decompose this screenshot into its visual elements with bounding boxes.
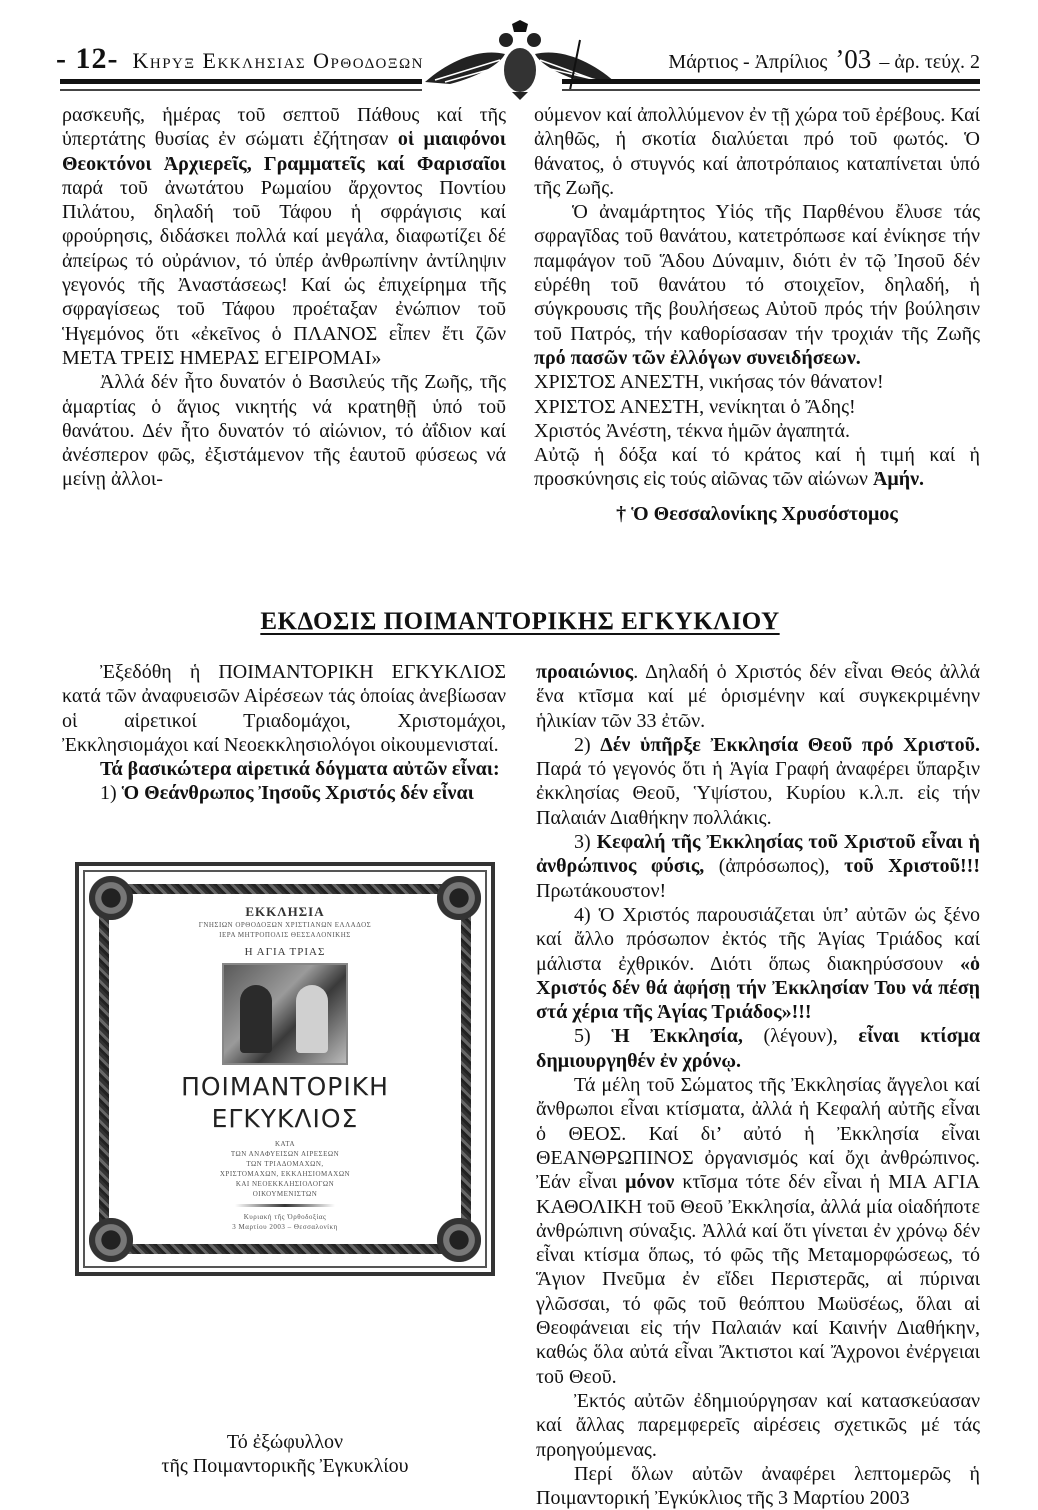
masthead-title: Κηρυξ Εκκλησιας Ορθοδοξων [132, 48, 424, 73]
cover-date: Κυριακή τῆς Ὀρθοδοξίας [243, 1213, 327, 1221]
cover-line: ΙΕΡΑ ΜΗΤΡΟΠΟΛΙΣ ΘΕΣΣΑΛΟΝΙΚΗΣ [219, 931, 351, 939]
cover-line: ΤΩΝ ΤΡΙΑΔΟΜΑΧΩΝ, [246, 1160, 324, 1168]
closing-line: Χριστός Ἀνέστη, τέκνα ἡμῶν ἀγαπητά. [534, 419, 850, 442]
closing-line: ΧΡΙΣΤΟΣ ΑΝΕΣΤΗ, νενίκηται ὁ Ἄδης! [534, 395, 856, 418]
cover-line: ΟΙΚΟΥΜΕΝΙΣΤΩΝ [252, 1190, 318, 1198]
holy-trinity-icon-image [222, 963, 348, 1065]
article1-left-column [62, 103, 506, 492]
issue-number: – ἀρ. τεύχ. 2 [879, 51, 980, 73]
cover-line: ΧΡΙΣΤΟΜΑΧΩΝ, ΕΚΚΛΗΣΙΟΜΑΧΩΝ [219, 1170, 351, 1178]
cover-date: 3 Μαρτίου 2003 – Θεσσαλονίκη [232, 1223, 338, 1231]
paragraph: 3) Κεφαλή τῆς Ἐκκλησίας τοῦ Χριστοῦ εἶναι ἡ ἀνθρώπινος φύσις, (ἀπρόσωπος), τοῦ Χριστοῦ!!! Πρωτάκουστον! [536, 831, 980, 902]
cover-line: ΓΝΗΣΙΩΝ ΟΡΘΟΔΟΞΩΝ ΧΡΙΣΤΙΑΝΩΝ ΕΛΛΑΔΟΣ [198, 921, 372, 929]
paragraph: 2) Δέν ὑπῆρξε Ἐκκλησία Θεοῦ πρό Χριστοῦ. Παρά τό γεγονός ὅτι ἡ Ἁγία Γραφή ἀναφέρει ὕπαρξιν ἐκκλησίας Θεοῦ, Ὑψίστου, Κυρίου κ.λ.π. εἰς τήν Παλαιάν Διαθήκην πολλάκις. [536, 733, 980, 829]
doxology: Αὐτῷ ἡ δόξα καί τό κράτος καί ἡ τιμή καί ἡ προσκύνησις εἰς τούς αἰῶνας τῶν αἰώνων Ἀμήν. [534, 444, 980, 491]
double-headed-eagle-icon [420, 20, 620, 100]
intro-paragraph: Ἐξεδόθη ἡ ΠΟΙΜΑΝΤΟΡΙΚΗ ΕΓΚΥΚΛΙΟΣ κατά τῶν ἀναφυεισῶν Αἱρέσεων τάς ὁποίας ἀνεβίωσαν οἱ αἱρετικοί Τριαδομάχοι, Χριστομάχοι, Ἐκκλησιομάχοι καί Νεοεκκλησιολόγοι οἰκουμενισταί. [62, 661, 506, 756]
cover-line: ΤΩΝ ΑΝΑΦΥΕΙΣΩΝ ΑΙΡΕΣΕΩΝ [230, 1150, 340, 1158]
issue-months: Μάρτιος - Ἀπρίλιος [668, 51, 828, 73]
article2-right-column [536, 660, 980, 1510]
article2-left-column [62, 660, 506, 806]
issue-info [668, 44, 980, 75]
paragraph: Περί ὅλων αὐτῶν ἀναφέρει λεπτομερῶς ἡ Ποιμαντορική Ἐγκύκλιος τῆς 3 Μαρτίου 2003 [536, 1462, 980, 1510]
cover-divider [235, 1204, 335, 1207]
header-rule [562, 79, 980, 84]
cover-line: Η ΑΓΙΑ ΤΡΙΑΣ [244, 946, 326, 958]
image-caption: Τό ἐξώφυλλον τῆς Ποιμαντορικῆς Ἐγκυκλίου [161, 1431, 409, 1477]
header-rule [60, 89, 422, 91]
paragraph: 5) Ἡ Ἐκκλησία, (λέγουν), εἶναι κτίσμα δημιουργηθέν ἐν χρόνῳ. [536, 1025, 981, 1072]
section-title: ΕΚΔΟΣΙΣ ΠΟΙΜΑΝΤΟΡΙΚΗΣ ΕΓΚΥΚΛΙΟΥ [260, 608, 780, 635]
paragraph: Ὁ ἀναμάρτητος Υἱός τῆς Παρθένου ἔλυσε τάς σφραγῖδας τοῦ θανάτου, κατετρόπωσε καί ἐνίκησε τήν παμφάγον τοῦ Ἅδου Δύναμιν, διότι ἐν τῷ Ἰησοῦ δέν εὑρέθη τοῦ θανάτου τό στοιχεῖον, δηλαδή, ἡ σύγκρουσις τῆς βουλήσεως Αὐτοῦ πρός τήν βούλησιν τοῦ Πατρός, τήν καθορίσασαν τήν τροχιάν τῆς Ζωῆς πρό πασῶν τῶν ἐλλόγων συνειδήσεων. [534, 201, 980, 369]
amen: Ἀμήν. [872, 468, 925, 491]
paragraph: ρασκευῆς, ἡμέρας τοῦ σεπτοῦ Πάθους καί τῆς ὑπερτάτης θυσίας ἐν σώματι ἐζήτησαν οἱ μιαιφόνοι Θεοκτόνοι Ἀρχιερεῖς, Γραμματεῖς καί Φαρισαῖοι παρά τοῦ ἀνωτάτου Ρωμαίου ἄρχοντος Ποντίου Πιλάτου, δηλαδή τοῦ Τάφου ἡ σφράγισις καί φρούρησις, διδάσκει πολλά καί μεγάλα, διαφωτίζει δέ ἀπείρως τό οὐράνιον, τό ὑπέρ ἀνθρωπίνην ἀντίληψιν γεγονός τῆς Ἀναστάσεως! Καί ὡς ἐπιχείρημα τῆς σφραγίσεως τοῦ Τάφου προέταξαν ἐνώπιον τοῦ Ἡγεμόνος ὅτι «ἐκεῖνος ὁ ΠΛΑΝΟΣ εἶπεν ἔτι ζῶν ΜΕΤΑ ΤΡΕΙΣ ΗΜΕΡΑΣ ΕΓΕΙΡΟΜΑΙ» [62, 104, 506, 369]
paragraph: Ἐκτός αὐτῶν ἐδημιούργησαν καί κατασκεύασαν καί ἄλλας παρεμφερεῖς αἱρέσεις σχετικῶς μέ τάς προηγούμενας. [536, 1389, 980, 1461]
signature: † Ὁ Θεσσαλονίκης Χρυσόστομος [616, 502, 898, 525]
paragraph: 4) Ὁ Χριστός παρουσιάζεται ὑπ’ αὐτῶν ὡς ξένο καί ἄλλο πρόσωπον ἐκτός τῆς Ἁγίας Τριάδος καί μάλιστα ἐχθρικόν. Διότι ὅπως διακηρύσσουν «ὁ Χριστός δέν θά ἀφήσῃ τήν Ἐκκλησίαν Του νά πέσῃ στά χέρια τῆς Ἁγίας Τριάδος»!!! [536, 903, 980, 1024]
header-rule [562, 89, 980, 91]
closing-line: ΧΡΙΣΤΟΣ ΑΝΕΣΤΗ, νικήσας τόν θάνατον! [534, 371, 884, 394]
article1-right-column [534, 103, 980, 526]
encyclical-cover-image [75, 862, 495, 1276]
cover-title: ΠΟΙΜΑΝΤΟΡΙΚΗ [181, 1072, 389, 1101]
page-number: - 12- [56, 42, 119, 75]
cover-line: ΚΑΤΑ [274, 1140, 296, 1148]
issue-year: ’03 [835, 44, 872, 74]
paragraph: προαιώνιος. Δηλαδή ὁ Χριστός δέν εἶναι Θεός ἀλλά ἕνα κτῖσμα καί μέ ὁρισμένην καί συγκεκριμένην ἡλικίαν τῶν 33 ἐτῶν. [536, 661, 980, 732]
cover-title: ΕΓΚΥΚΛΙΟΣ [211, 1104, 359, 1133]
page-header-left [56, 42, 424, 76]
dogmas-heading: Τά βασικώτερα αἱρετικά δόγματα αὐτῶν εἶναι: [100, 758, 500, 781]
cover-line: ΕΚΚΛΗΣΙΑ [245, 904, 325, 919]
paragraph: ούμενον καί ἀπολλύμενον ἐν τῇ χώρα τοῦ ἐρέβους. Καί ἀληθῶς, ἡ σκοτία διαλύεται πρό τοῦ φωτός. Ὁ θάνατος, ὁ στυγνός καί ἀποτρόπαιος καταπίνεται ὑπό τῆς Ζωῆς. [534, 104, 980, 199]
header-rule [60, 79, 422, 84]
paragraph: Τά μέλη τοῦ Σώματος τῆς Ἐκκλησίας ἄγγελοι καί ἄνθρωποι εἶναι κτίσματα, ἀλλά ἡ Κεφαλή αὐτῆς εἶναι ὁ ΘΕΟΣ. Καί δι’ αὐτό ἡ Ἐκκλησία εἶναι ΘΕΑΝΘΡΩΠΙΝΟΣ ὀργανισμός καί ὄχι ἀνθρώπινος. Ἐάν εἶναι μόνον κτῖσμα τότε δέν εἶναι ἡ ΜΙΑ ΑΓΙΑ ΚΑΘΟΛΙΚΗ τοῦ Θεοῦ Ἐκκλησία, ἀλλά μία οἱαδήποτε ἀνθρώπινη σύναξις. Ἀλλά καί ὅτι γίνεται ἐν χρόνῳ δέν εἶναι κτίσμα ὅπως, τό φῶς τῆς Μεταμορφώσεως, τό Ἅγιον Πνεῦμα ἐν εἴδει Περιστερᾶς, αἱ πύριναι γλῶσσαι, τό φῶς τοῦ θεόπτου Μωϋσέως, ὅλαι αἱ Θεοφάνειαι εἰς τήν Παλαιάν καί Καινήν Διαθήκην, καθώς ὅλα αὐτά εἶναι Ἄκτιστοι καί Ἄχρονοι ἐνέργειαι τοῦ Θεοῦ. [536, 1074, 980, 1388]
cover-line: ΚΑΙ ΝΕΟΕΚΚΛΗΣΙΟΛΟΓΩΝ [235, 1180, 335, 1188]
paragraph: Ἀλλά δέν ἦτο δυνατόν ὁ Βασιλεύς τῆς Ζωῆς, τῆς ἁμαρτίας ὁ ἅγιος νικητής νά κρατηθῇ ὑπό τοῦ θανάτου. Δέν ἦτο δυνατόν τό αἰώνιον, τό ἀΐδιον καί ἀνέσπερον φῶς, ἐξιστάμενον τῆς ἑαυτοῦ φύσεως νά μείνῃ ἀλλοι- [62, 371, 506, 491]
dogma-item-1: 1) Ὁ Θεάνθρωπος Ἰησοῦς Χριστός δέν εἶναι [100, 782, 474, 805]
